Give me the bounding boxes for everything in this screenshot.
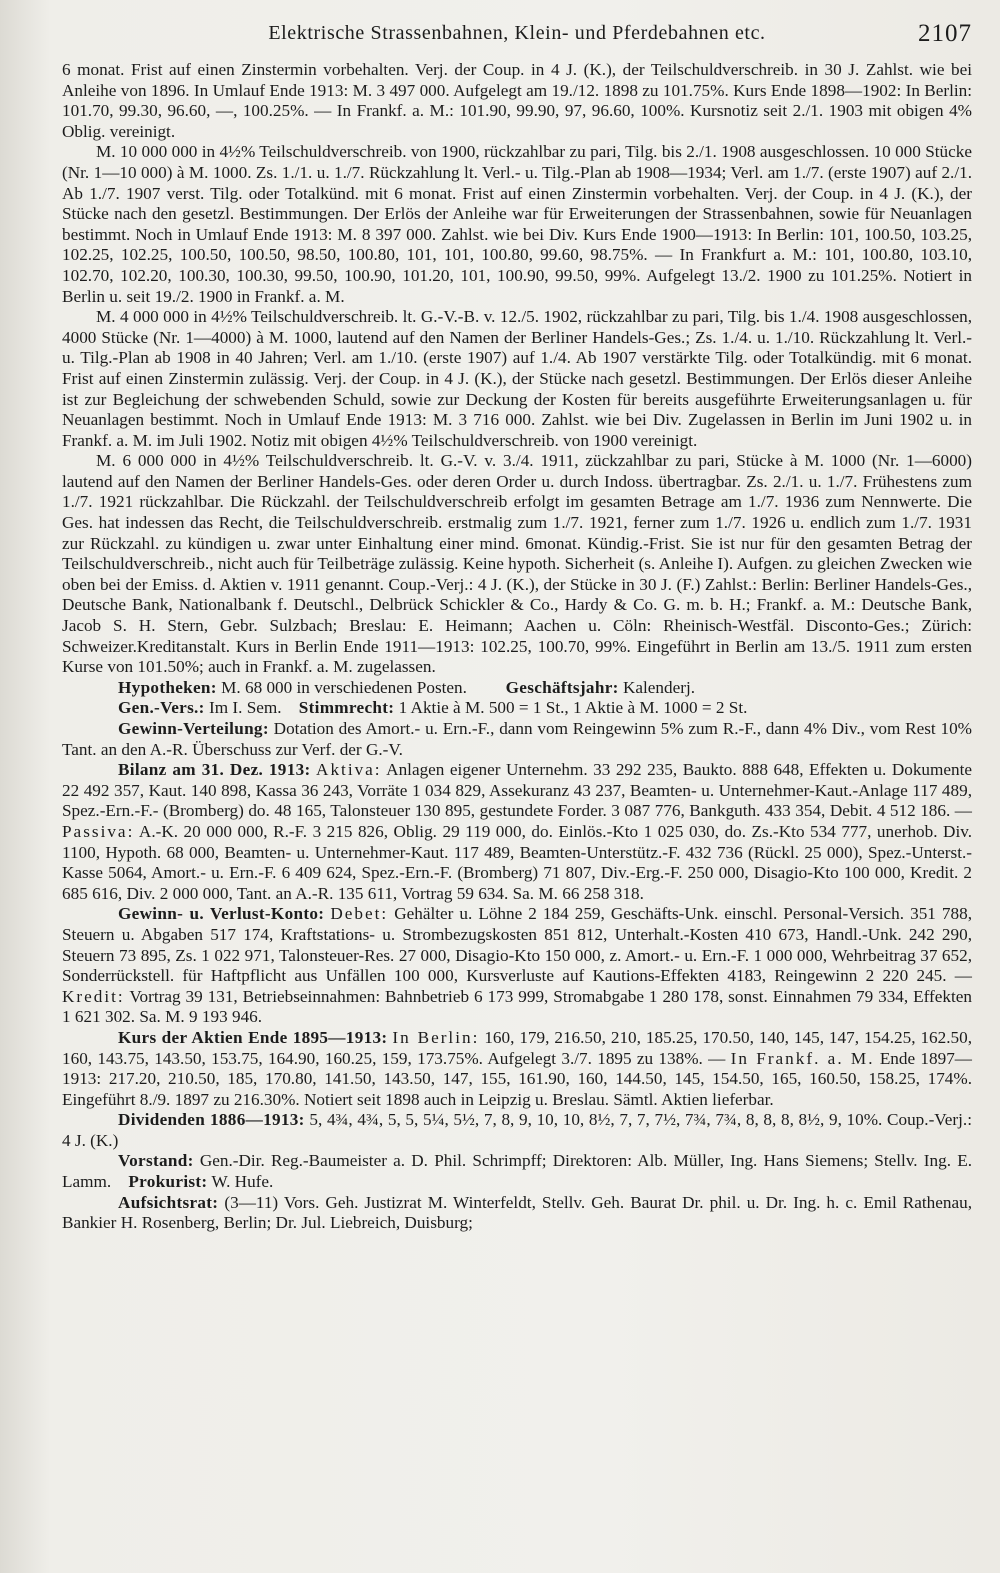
- hypotheken-line: [62, 678, 972, 699]
- debet-text: Gehälter u. Löhne 2 184 259, Geschäfts-Unk. einschl. Personal-Versich. 351 788, Steuern u. Abgaben 517 174, Kraftstations- u. Strombezugskosten 851 812, Unterhalt.-Kosten 410 673, Handl.-Unk. 242 290, Steuern 73 895, Zs. 1 022 971, Talonsteuer-Res. 27 000, Disagio-Kto 150 000, z. Amort.- u. Ern.-F. 1 000 000, Wehrbeitrag 37 652, Sonderrückstell. für Haftpflicht aus Unfällen 100 000, Kursverluste auf Kautions-Effekten 4183, Reingewinn 2 220 245. —: [62, 904, 973, 986]
- page-number: 2107: [918, 20, 972, 47]
- vorstand-section: [62, 1151, 972, 1192]
- passiva-text: A.-K. 20 000 000, R.-F. 3 215 826, Oblig. 29 119 000, do. Einlös.-Kto 1 025 030, do. Zs.-Kto 534 777, unerhob. Div. 1100, Hypoth. 68 000, Beamten- u. Unternehmer-Kaut. 117 489, Beamten-Unterstütz.-F. 432 736 (Rückl. 25 000), Spez.-Unterst.-Kasse 5064, Amort.- u. Ern.-F. 6 409 624, Spez.-Ern.-F. (Bromberg) 71 807, Div.-Erg.-F. 250 000, Disagio-Kto 100 000, Kredit. 2 685 616, Div. 2 000 000, Tant. an A.-R. 135 611, Vortrag 59 634. Sa. M. 66 258 318.: [62, 821, 972, 903]
- guv-section: [62, 904, 972, 1028]
- kurs-label: Kurs der Aktien Ende 1895—1913:: [118, 1027, 388, 1047]
- kredit-text: Vortrag 39 131, Betriebseinnahmen: Bahnbetrieb 6 173 999, Stromabgabe 1 280 178, sonst. Einnahmen 79 334, Effekten 1 621 302. Sa. M. 9 193 946.: [62, 986, 972, 1027]
- gewinn-verteilung: [62, 719, 972, 760]
- paragraph-anleihe-1898-cont: 6 monat. Frist auf einen Zinstermin vorbehalten. Verj. der Coup. in 4 J. (K.), der Teilschuldverschreib. in 30 J. Zahlst. wie bei Anleihe von 1896. In Umlauf Ende 1913: M. 3 497 000. Aufgelegt am 19./12. 1898 zu 101.75%. Kurs Ende 1898—1902: In Berlin: 101.70, 99.30, 96.60, —, 100.25%. — In Frankf. a. M.: 101.90, 99.90, 97, 96.60, 100%. Kursnotiz seit 2./1. 1903 mit obigen 4% Oblig. vereinigt.: [62, 60, 972, 141]
- aufsichtsrat-label: Aufsichtsrat:: [118, 1192, 219, 1212]
- geschaeftsjahr-text: Kalenderj.: [622, 677, 696, 697]
- paragraph-anleihe-1902: M. 4 000 000 in 4½% Teilschuldverschreib. lt. G.-V.-B. v. 12./5. 1902, rückzahlbar zu pari, Tilg. bis 1./4. 1908 ausgeschlossen, 4000 Stücke (Nr. 1—4000) à M. 1000, lautend auf den Namen der Berliner Handels-Ges.; Zs. 1./4. u. 1./10. Rückzahlung lt. Verl.- u. Tilg.-Plan ab 1908 in 40 Jahren; Verl. am 1./10. (erste 1907) auf 1./4. Ab 1907 verstärkte Tilg. oder Totalkündig. mit 6 monat. Frist auf einen Zinstermin zulässig. Verj. der Coup. in 4 J. (K.), der Stücke nach gesetzl. Bestimmungen. Der Erlös dieser Anleihe ist zur Begleichung der schwebenden Schuld, sowie zur Deckung der Kosten für bereits ausgeführte Erweiterungsanlagen u. für Neuanlagen bestimmt. Noch in Umlauf Ende 1913: M. 3 716 000. Zahlst. wie bei Div. Zugelassen in Berlin im Juni 1902 u. in Frankf. a. M. im Juli 1902. Notiz mit obigen 4½% Teilschuldverschreib. von 1900 vereinigt.: [62, 307, 972, 450]
- body-text: [62, 60, 972, 1234]
- genvers-text: Im I. Sem.: [208, 698, 282, 718]
- aufsichtsrat-section: [62, 1193, 972, 1234]
- kredit-label: Kredit:: [62, 986, 125, 1006]
- paragraph-anleihe-1911: M. 6 000 000 in 4½% Teilschuldverschreib. lt. G.-V. v. 3./4. 1911, zückzahlbar zu pari, Stücke à M. 1000 (Nr. 1—6000) lautend auf den Namen der Berliner Handels-Ges. oder deren Order u. durch Indoss. übertragbar. Zs. 2./1. u. 1./7. Frühestens zum 1./7. 1921 rückzahlbar. Die Rückzahl. der Teilschuldverschreib erfolgt im gesamten Betrage am 1./7. 1936 zum Nennwerte. Die Ges. hat indessen das Recht, die Teilschuldverschreib. erstmalig zum 1./7. 1921, ferner zum 1./7. 1926 u. endlich zum 1./7. 1931 zur Rückzahl. zu kündigen u. zwar unter Einhaltung einer mind. 6monat. Kündig.-Frist. Sie ist nur für den gesamten Betrag der Teilschuldverschreib., nicht auch für Teilbeträge zulässig. Keine hypoth. Sicherheit (s. Anleihe I). Aufgen. zu gleichen Zwecken wie oben bei der Emiss. d. Aktien v. 1911 genannt. Coup.-Verj.: 4 J. (K.), der Stücke in 30 J. (F.) Zahlst.: Berlin: Berliner Handels-Ges., Deutsche Bank, Nationalbank f. Deutschl., Delbrück Schickler & Co., Hardy & Co. G. m. b. H.; Frankf. a. M.: Deutsche Bank, Jacob S. H. Stern, Gebr. Sulzbach; Breslau: E. Heimann; Aachen u. Cöln: Rheinisch-Westfäl. Disconto-Ges.; Zürich: Schweizer.Kreditanstalt. Kurs in Berlin Ende 1911—1913: 102.25, 100.70, 99%. Eingeführt in Berlin am 13./5. 1911 zum ersten Kurse von 101.50%; auch in Frankf. a. M. zugelassen.: [62, 451, 972, 677]
- genvers-line: [62, 698, 972, 719]
- kurs-frankf-text: Ende 1897—1913: 217.20, 210.50, 185, 170.80, 141.50, 143.50, 147, 155, 161.90, 160, 144.50, 145, 154.50, 165, 160.50, 158.25, 174%. Eingeführt 8./9. 1897 zu 216.30%. Notiert seit 1898 auch in Leipzig u. Breslau. Sämtl. Aktien lieferbar.: [62, 1048, 972, 1109]
- dividenden-text: 5, 4¾, 4¾, 5, 5, 5¼, 5½, 7, 8, 9, 10, 10, 8½, 7, 7, 7½, 7¾, 7¾, 8, 8, 8, 8½, 9, 10%. Coup.-Verj.: 4 J. (K.): [62, 1110, 973, 1150]
- geschaeftsjahr-label: Geschäftsjahr:: [505, 677, 619, 697]
- vorstand-label: Vorstand:: [118, 1151, 194, 1171]
- kurs-frankf-label: In Frankf. a. M.: [730, 1048, 875, 1068]
- bilanz-section: [62, 760, 972, 904]
- stimmrecht-text: 1 Aktie à M. 500 = 1 St., 1 Aktie à M. 1000 = 2 St.: [398, 698, 748, 718]
- stimmrecht-label: Stimmrecht:: [298, 698, 395, 718]
- bilanz-label: Bilanz am 31. Dez. 1913:: [118, 760, 311, 780]
- prokurist-label: Prokurist:: [128, 1172, 208, 1192]
- genvers-label: Gen.-Vers.:: [118, 698, 205, 718]
- aktiva-label: Aktiva:: [316, 760, 382, 780]
- gewinn-text: Dotation des Amort.- u. Ern.-F., dann vom Reingewinn 5% zum R.-F., dann 4% Div., vom Rest 10% Tant. an den A.-R. Überschuss zur Verf. der G.-V.: [62, 719, 973, 759]
- hypotheken-text: M. 68 000 in verschiedenen Posten.: [221, 677, 467, 697]
- vorstand-text: Gen.-Dir. Reg.-Baumeister a. D. Phil. Schrimpff; Direktoren: Alb. Müller, Ing. Hans Siemens; Stellv. Ing. E. Lamm.: [62, 1151, 973, 1192]
- running-header: [62, 22, 972, 60]
- kurs-berlin-label: In Berlin:: [392, 1027, 480, 1047]
- debet-label: Debet:: [330, 904, 389, 924]
- paragraph-anleihe-1900: M. 10 000 000 in 4½% Teilschuldverschreib. von 1900, rückzahlbar zu pari, Tilg. bis 2./1. 1908 ausgeschlossen. 10 000 Stücke (Nr. 1—10 000) à M. 1000. Zs. 1./1. u. 1./7. Rückzahlung lt. Verl.- u. Tilg.-Plan ab 1908—1934; Verl. am 1./7. (erste 1907) auf 2./1. Ab 1./7. 1907 verst. Tilg. oder Totalkünd. mit 6 monat. Frist auf einen Zinstermin vorbehalten. Verj. der Coup. in 4 J. (K.), der Stücke nach den gesetzl. Bestimmungen. Der Erlös der Anleihe war für Erweiterungen der Strassenbahnen, sowie für Neuanlagen bestimmt. Noch in Umlauf Ende 1913: M. 8 397 000. Zahlst. wie bei Div. Kurs Ende 1900—1913: In Berlin: 101, 100.50, 103.25, 102.25, 102.25, 100.50, 100.50, 98.50, 100.80, 101, 101, 100.80, 99.60, 98.75%. — In Frankfurt a. M.: 101, 100.80, 103.10, 102.70, 102.20, 100.30, 100.30, 99.50, 100.90, 101.20, 101, 100.90, 99.50, 99%. Aufgelegt 13./2. 1900 zu 101.25%. Notiert in Berlin u. seit 19./2. 1900 in Frankf. a. M.: [62, 142, 972, 306]
- running-title: Elektrische Strassenbahnen, Klein- und Pferdebahnen etc.: [268, 22, 766, 44]
- hypotheken-label: Hypotheken:: [118, 677, 217, 697]
- prokurist-text: W. Hufe.: [211, 1172, 274, 1192]
- dividenden-label: Dividenden 1886—1913:: [118, 1110, 305, 1130]
- kurs-section: [62, 1028, 972, 1110]
- aufsichtsrat-text: (3—11) Vors. Geh. Justizrat M. Winterfeldt, Stellv. Geh. Baurat Dr. phil. u. Dr. Ing. h. c. Emil Rathenau, Bankier H. Rosenberg, Berlin; Dr. Jul. Liebreich, Duisburg;: [62, 1192, 972, 1233]
- passiva-label: Passiva:: [62, 821, 135, 841]
- kurs-berlin-text: 160, 179, 216.50, 210, 185.25, 170.50, 140, 145, 147, 154.25, 162.50, 160, 143.75, 143.50, 153.75, 164.90, 160.25, 159, 173.75%. Aufgelegt 3./7. 1895 zu 138%. —: [62, 1027, 973, 1068]
- dividenden-section: [62, 1110, 972, 1151]
- guv-label: Gewinn- u. Verlust-Konto:: [118, 904, 325, 924]
- aktiva-text: Anlagen eigener Unternehm. 33 292 235, Baukto. 888 648, Effekten u. Dokumente 22 492 357, Kaut. 140 898, Kassa 36 243, Vorräte 1 034 829, Assekuranz 43 237, Beamten- u. Unternehmer-Kaut.-Anlage 117 489, Spez.-Ern.-F.- (Bromberg) do. 48 165, Talonsteuer 130 895, gestundete Forder. 3 087 776, Bankguth. 433 354, Debit. 4 512 186. —: [62, 760, 973, 821]
- gewinn-label: Gewinn-Verteilung:: [118, 719, 269, 738]
